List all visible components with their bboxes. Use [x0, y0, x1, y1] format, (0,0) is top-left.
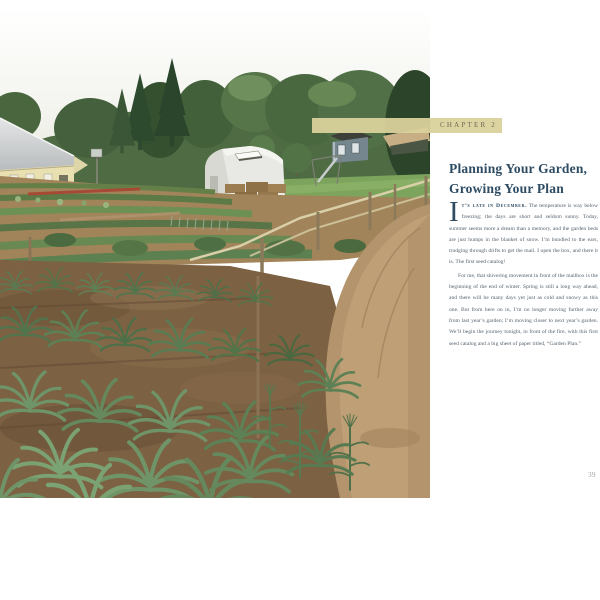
chapter-band — [312, 118, 502, 133]
paragraph-1 — [449, 196, 598, 269]
page-title — [449, 159, 600, 199]
body-text — [449, 196, 598, 350]
title-line-1: Planning Your Garden, — [449, 161, 588, 177]
page-number: 39 — [588, 470, 596, 479]
chapter-label: CHAPTER 2 — [440, 121, 497, 129]
garden-photo — [0, 8, 430, 498]
paragraph-2: For me, that shivering movement in front of the mailbox is the beginning of the end of winter. Spring is still a long way ahead, and there will be many days yet just as cold and snowy as this one. But from here on in, I’m no longer moving further away from last year’s garden; I’m moving closer to next year’s garden. We’ll begin the journey tonight, in front of the fire, with this first seed catalog and a big sheet of paper titled, “Garden Plan.” — [449, 272, 598, 347]
lede-small-caps: t’s late in December. — [461, 203, 528, 209]
title-line-2: Growing Your Plan — [449, 181, 564, 197]
drop-cap: I — [449, 196, 459, 228]
paragraph-1-text: The temperature is way below freezing; the days are short and seldom sunny. Today, summer seems more a dream than a memory, and the garden beds are just humps in the blanket of snow. I’m bundled to the ears, trudging through drifts to get the mail. I open the box, and there it is. The first seed catalog! — [449, 203, 598, 266]
